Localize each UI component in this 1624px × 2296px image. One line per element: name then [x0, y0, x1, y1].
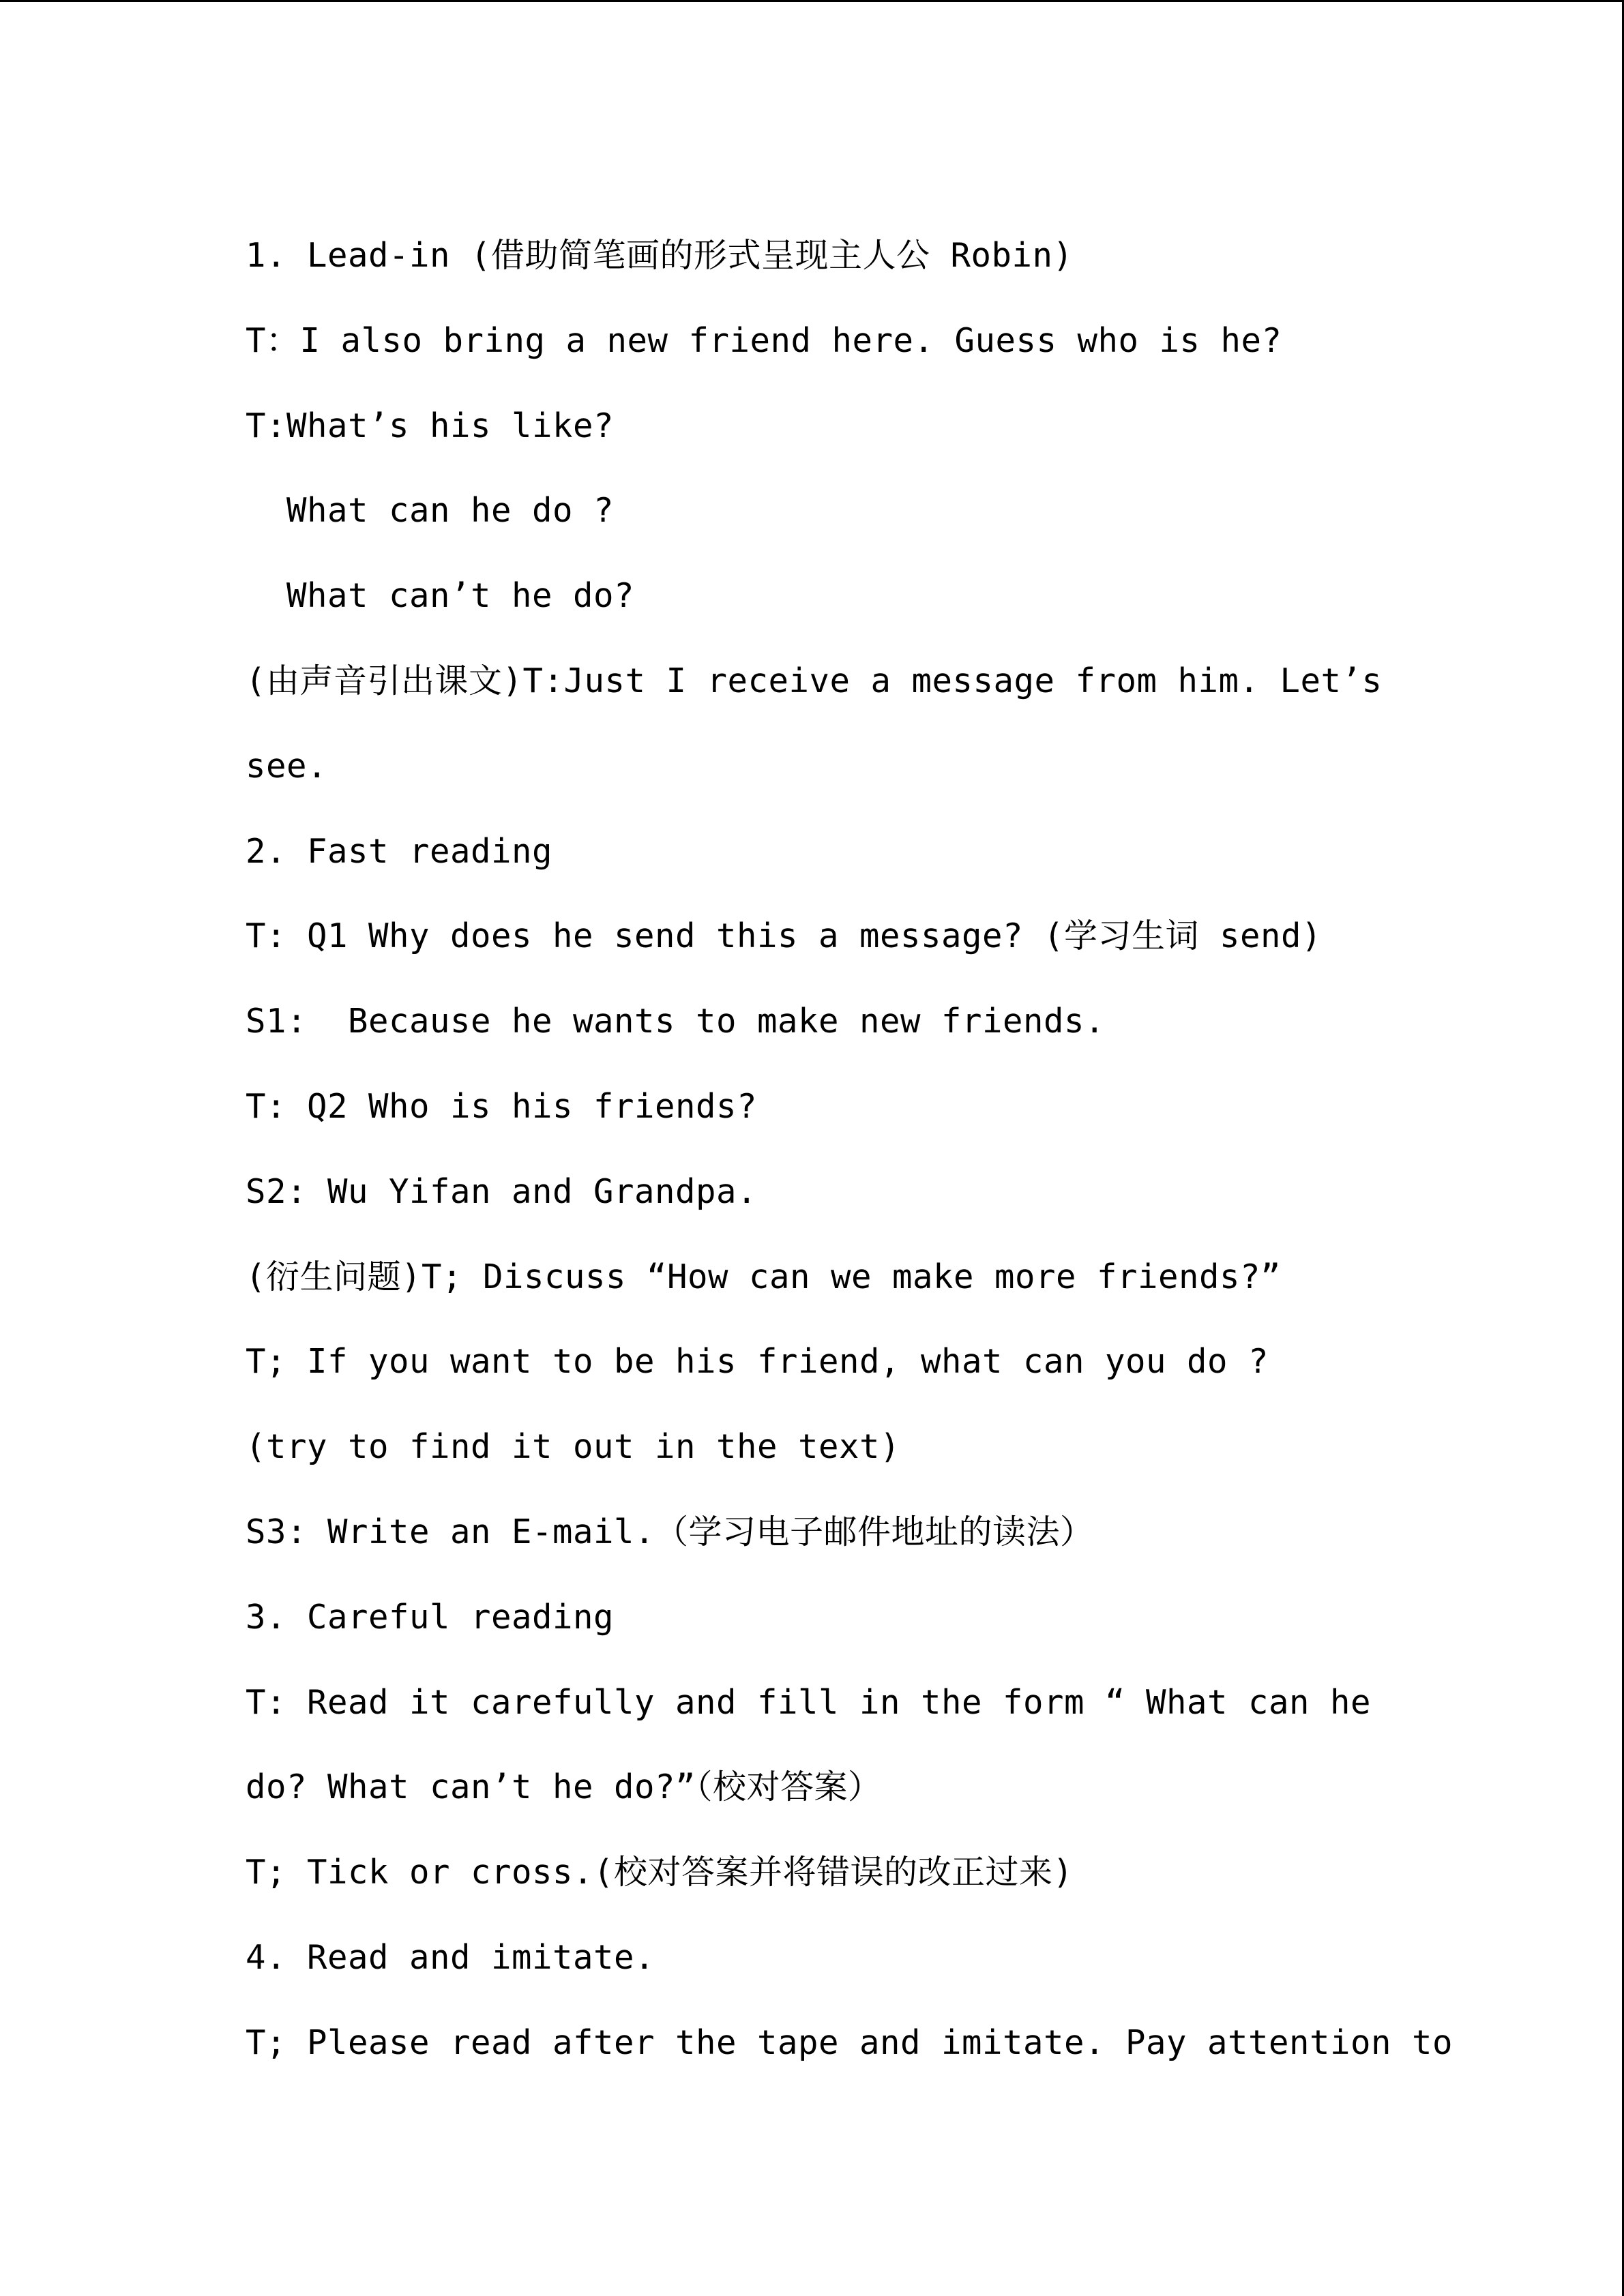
text-line: What can he do ? [246, 491, 615, 531]
text-line: T: Read it carefully and fill in the form “ What can he [246, 1682, 1372, 1722]
text-line: S3: Write an E-mail.（学习电子邮件地址的读法） [246, 1512, 1094, 1551]
text-line: S2: Wu Yifan and Grandpa. [246, 1172, 758, 1211]
text-line: (由声音引出课文)T:Just I receive a message from him. Let’s [246, 661, 1383, 700]
heading-fast-reading: 2. Fast reading [246, 831, 553, 871]
heading-careful-reading: 3. Careful reading [246, 1597, 615, 1637]
text-line: T:What’s his like? [246, 406, 615, 445]
text-line: T; Tick or cross.(校对答案并将错误的改正过来) [246, 1853, 1074, 1892]
text-line: see. [246, 746, 328, 786]
heading-read-and-imitate: 4. Read and imitate. [246, 1937, 655, 1977]
lesson-text [246, 213, 1453, 2086]
text-line: (try to find it out in the text) [246, 1427, 901, 1467]
text-line: T: Q2 Who is his friends? [246, 1086, 758, 1126]
text-line: S1: Because he wants to make new friends. [246, 1002, 1106, 1041]
text-line: T: Q1 Why does he send this a message? (学习生词 send) [246, 916, 1323, 956]
heading-lead-in: 1. Lead-in (借助简笔画的形式呈现主人公 Robin) [246, 236, 1074, 275]
text-line: (衍生问题)T; Discuss “How can we make more friends?” [246, 1257, 1282, 1296]
text-line: What can’t he do? [246, 576, 635, 616]
text-line: T; If you want to be his friend, what can you do ? [246, 1342, 1269, 1382]
text-line: T; Please read after the tape and imitate. Pay attention to [246, 2023, 1453, 2062]
text-line: T：I also bring a new friend here. Guess who is he? [246, 320, 1282, 360]
text-line: do? What can’t he do?”（校对答案） [246, 1768, 882, 1807]
